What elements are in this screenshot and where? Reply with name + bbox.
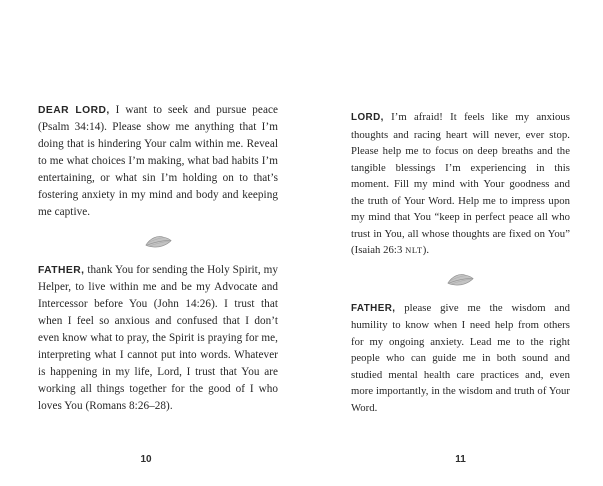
prayer-lead-in: FATHER, xyxy=(38,265,85,276)
bible-version-label: NLT xyxy=(405,245,423,255)
prayer-paragraph xyxy=(38,102,278,221)
prayer-body-text: please give me the wisdom and humility to know when I need help from others for my ongoing anxiety. Lead me to the right people who can guide me in both sound and studied mental health care practices and, even more importantly, in the wisdom and truth of Your Word. xyxy=(351,301,570,414)
prayer-body-text: I want to seek and pursue peace (Psalm 34:14). Please show me anything that I’m doing that is hindering Your calm within me. Reveal to me what choices I’m making, what bad habits I’m entertaining, or what sin I’m holding on to that’s fostering anxiety in my mind and body and keeping me captive. xyxy=(38,104,278,218)
prayer-lead-in: LORD, xyxy=(351,112,384,123)
prayer-lead-in: DEAR LORD, xyxy=(38,105,110,116)
prayer-paragraph xyxy=(351,109,570,259)
prayer-body-text: thank You for sending the Holy Spirit, my Helper, to live within me and be my Advocate and Intercessor before You (John 14:26). I trust that when I feel so anxious and confused that I don’t even know what to pray, the Spirit is praying for me, interpreting what I cannot put into words. Whatever is happening in my life, Lord, I trust that You are working all things together for the good of I who loves You (Romans 8:26–28). xyxy=(38,264,278,412)
page-right xyxy=(351,109,570,416)
section-divider xyxy=(38,234,278,250)
prayer-lead-in: FATHER, xyxy=(351,302,396,314)
leaf-ornament-icon xyxy=(145,236,172,253)
page-number-right: 11 xyxy=(455,454,466,465)
section-divider xyxy=(351,272,570,288)
page-left xyxy=(38,102,278,415)
prayer-body-text: ). xyxy=(422,244,430,256)
page-number-left: 10 xyxy=(140,454,152,465)
prayer-paragraph xyxy=(38,262,278,415)
leaf-ornament-icon xyxy=(447,274,474,291)
prayer-body-text: I’m afraid! It feels like my anxious thoughts and racing heart will never, ever stop. Please help me to focus on deep breaths and the tangible blessings I’m experiencing in this moment. Fill my mind with Your goodness and the truth of Your Word. Help me to impress upon my mind that You “keep in perfect peace all who trust in You, all whose thoughts are fixed on You” (Isaiah 26:3 xyxy=(351,111,570,256)
prayer-paragraph xyxy=(351,300,570,417)
